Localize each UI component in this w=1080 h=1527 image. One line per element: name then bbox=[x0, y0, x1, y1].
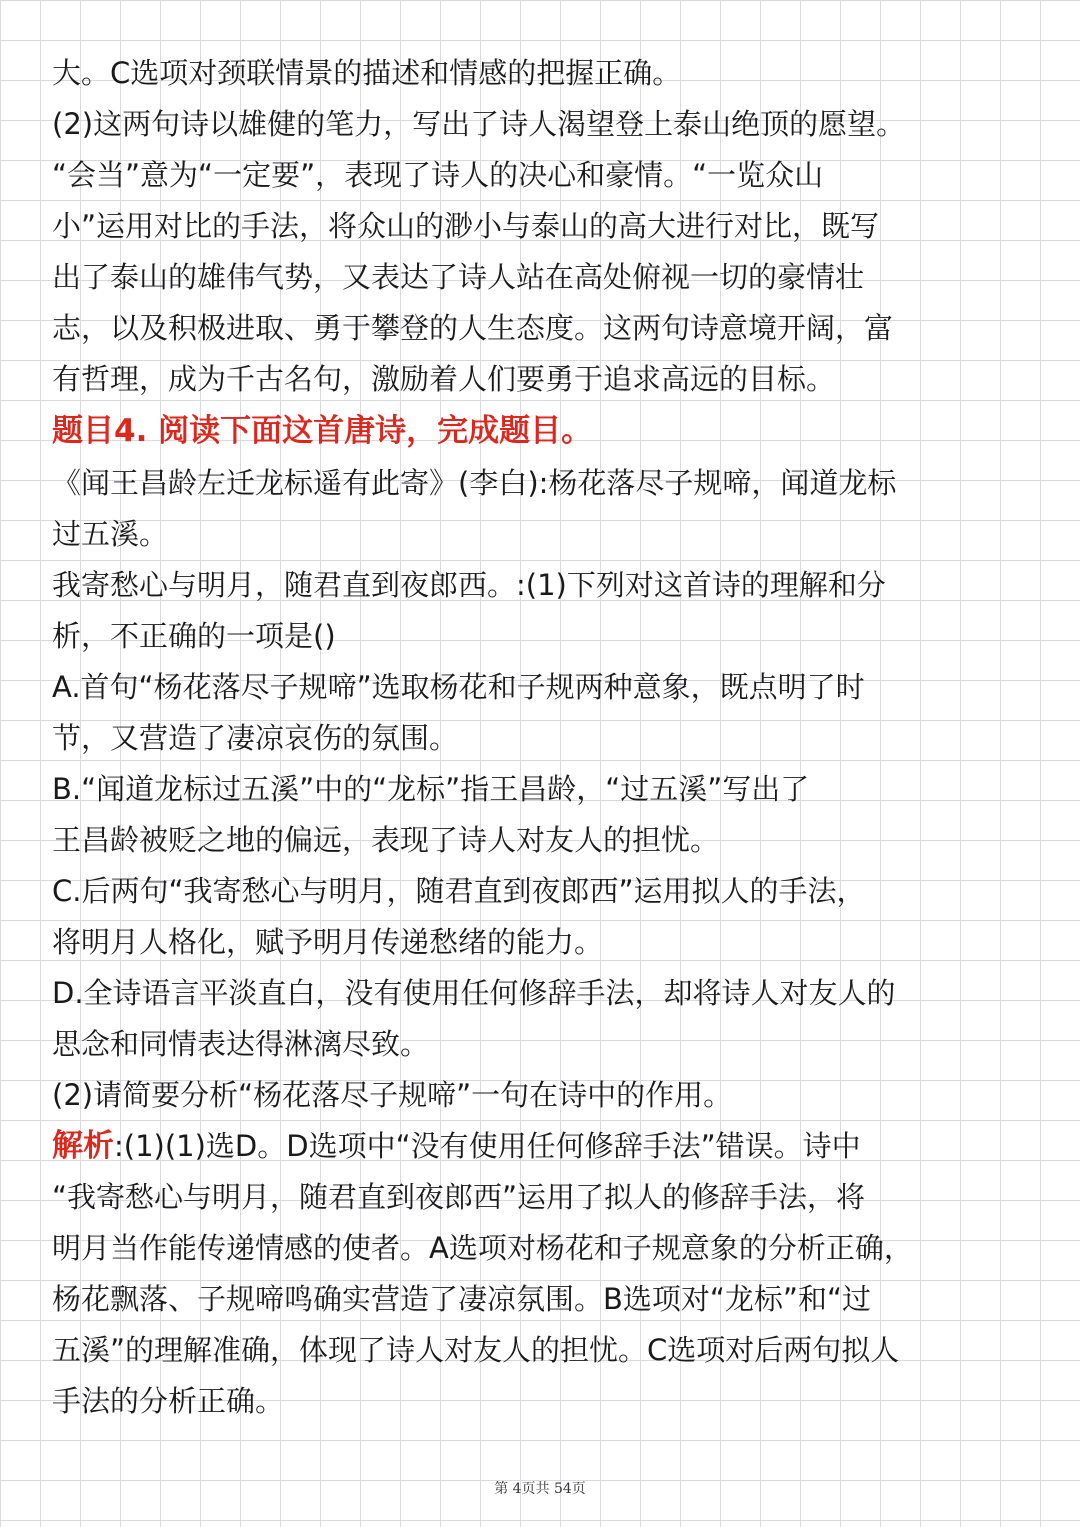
option-line: C.后两句“我寄愁心与明月，随君直到夜郎西”运用拟人的手法， bbox=[52, 874, 866, 908]
analysis-line: 杨花飘落、子规啼鸣确实营造了凄凉氛围。B选项对“龙标”和“过 bbox=[52, 1282, 871, 1316]
option-line: 节，又营造了凄凉哀伤的氛围。 bbox=[52, 721, 459, 755]
text-line: 大。C选项对颈联情景的描述和情感的把握正确。 bbox=[52, 56, 682, 90]
page-number: 第 4页共 54页 bbox=[494, 1481, 586, 1497]
analysis-line: 明月当作能传递情感的使者。A选项对杨花和子规意象的分析正确， bbox=[52, 1231, 913, 1265]
question-line: 我寄愁心与明月，随君直到夜郎西。:(1)下列对这首诗的理解和分 bbox=[52, 568, 886, 602]
analysis-text: :(1)(1)选D。D选项中“没有使用任何修辞手法”错误。诗中 bbox=[114, 1129, 861, 1163]
analysis-line: 五溪”的理解准确，体现了诗人对友人的担忧。C选项对后两句拟人 bbox=[52, 1333, 900, 1367]
text-line: “会当”意为“一定要”，表现了诗人的决心和豪情。“一览众山 bbox=[52, 158, 824, 192]
option-line: D.全诗语言平淡直白，没有使用任何修辞手法，却将诗人对友人的 bbox=[52, 976, 896, 1010]
text-line: 出了泰山的雄伟气势，又表达了诗人站在高处俯视一切的豪情壮 bbox=[52, 260, 865, 294]
question-line: 析，不正确的一项是() bbox=[52, 619, 336, 653]
question-line: 《闻王昌龄左迁龙标遥有此寄》(李白):杨花落尽子规啼，闻道龙标 bbox=[52, 466, 897, 500]
option-line: 将明月人格化，赋予明月传递愁绪的能力。 bbox=[52, 925, 604, 959]
document-body bbox=[52, 48, 1032, 1427]
question-line: (2)请简要分析“杨花落尽子规啼”一句在诗中的作用。 bbox=[52, 1078, 733, 1112]
analysis-first-line bbox=[52, 1121, 1032, 1172]
analysis-line: 手法的分析正确。 bbox=[52, 1384, 285, 1418]
question-line: 过五溪。 bbox=[52, 517, 169, 551]
analysis-line: “我寄愁心与明月，随君直到夜郎西”运用了拟人的修辞手法，将 bbox=[52, 1180, 866, 1214]
text-line: (2)这两句诗以雄健的笔力，写出了诗人渴望登上泰山绝顶的愿望。 bbox=[52, 107, 906, 141]
question-heading: 题目4. 阅读下面这首唐诗，完成题目。 bbox=[52, 413, 593, 449]
option-line: 思念和同情表达得淋漓尽致。 bbox=[52, 1027, 430, 1061]
option-line: B.“闻道龙标过五溪”中的“龙标”指王昌龄，“过五溪”写出了 bbox=[52, 772, 810, 806]
text-line: 志，以及积极进取、勇于攀登的人生态度。这两句诗意境开阔，富 bbox=[52, 311, 894, 345]
text-line: 有哲理，成为千古名句，激励着人们要勇于追求高远的目标。 bbox=[52, 362, 836, 396]
analysis-label: 解析 bbox=[52, 1128, 114, 1164]
text-line: 小”运用对比的手法，将众山的渺小与泰山的高大进行对比，既写 bbox=[52, 209, 880, 243]
option-line: A.首句“杨花落尽子规啼”选取杨花和子规两种意象，既点明了时 bbox=[52, 670, 865, 704]
option-line: 王昌龄被贬之地的偏远，表现了诗人对友人的担忧。 bbox=[52, 823, 720, 857]
